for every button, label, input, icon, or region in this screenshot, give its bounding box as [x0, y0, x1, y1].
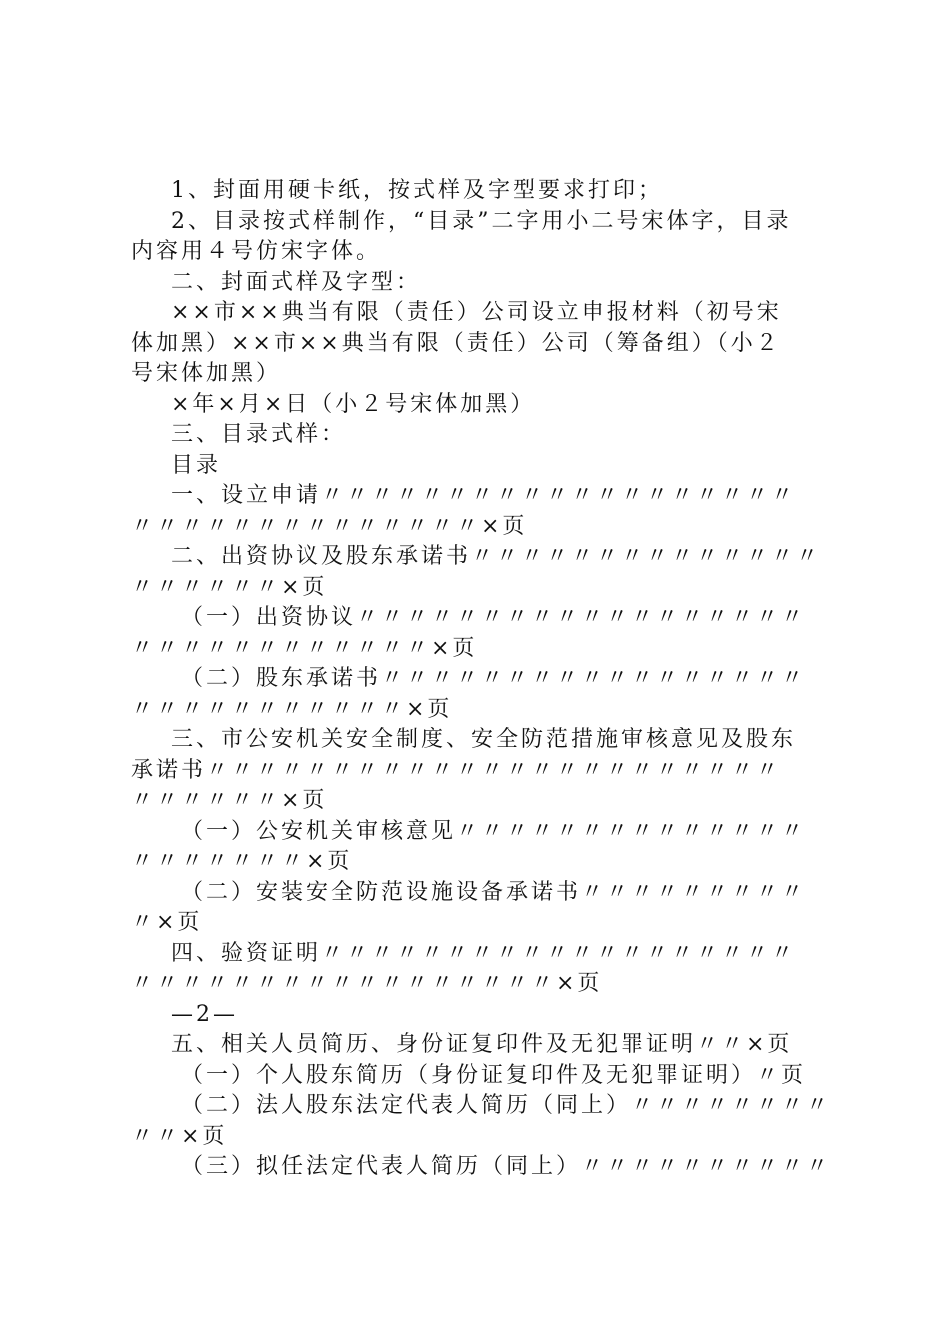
- toc-entry: （三）拟任法定代表人简历（同上）〃〃〃〃〃〃〃〃〃〃: [131, 1154, 831, 1179]
- text-line: ×年×月×日（小２号宋体加黑）: [131, 391, 536, 417]
- toc-entry: 〃〃〃〃〃〃〃〃〃〃〃〃×页: [131, 635, 478, 661]
- toc-entry: 〃〃〃〃〃〃〃〃〃〃〃〃〃〃×页: [131, 513, 528, 539]
- toc-entry: 三、市公安机关安全制度、安全防范措施审核意见及股东: [131, 727, 796, 752]
- text-line: 2、目录按式样制作，“目录”二字用小二号宋体字，目录: [131, 208, 792, 234]
- toc-entry: 〃〃〃〃〃〃〃×页: [131, 849, 353, 874]
- toc-entry: （二）法人股东法定代表人简历（同上）〃〃〃〃〃〃〃〃: [131, 1093, 831, 1118]
- page-number: —2—: [131, 1001, 238, 1027]
- toc-entry: 二、出资协议及股东承诺书〃〃〃〃〃〃〃〃〃〃〃〃〃〃: [131, 544, 821, 569]
- toc-entry: 一、设立申请〃〃〃〃〃〃〃〃〃〃〃〃〃〃〃〃〃〃〃: [131, 483, 796, 508]
- toc-entry: 〃〃×页: [131, 1123, 228, 1149]
- toc-entry: （二）安装安全防范设施设备承诺书〃〃〃〃〃〃〃〃〃: [131, 879, 806, 905]
- toc-entry: （一）公安机关审核意见〃〃〃〃〃〃〃〃〃〃〃〃〃〃: [131, 818, 806, 844]
- text-line: 体加黑）××市××典当有限（责任）公司（筹备组）（小２: [131, 330, 781, 356]
- toc-entry: 五、相关人员简历、身份证复印件及无犯罪证明〃〃×页: [131, 1032, 793, 1057]
- toc-entry: 〃〃〃〃〃〃〃〃〃〃〃〃〃〃〃〃〃×页: [131, 971, 603, 996]
- toc-entry: 〃×页: [131, 910, 203, 935]
- toc-entry: 四、验资证明〃〃〃〃〃〃〃〃〃〃〃〃〃〃〃〃〃〃〃: [131, 940, 796, 966]
- toc-entry: 〃〃〃〃〃〃〃〃〃〃〃×页: [131, 696, 453, 722]
- toc-entry: 〃〃〃〃〃〃×页: [131, 788, 328, 813]
- text-line: 号宋体加黑）: [131, 361, 282, 386]
- toc-entry: 承诺书〃〃〃〃〃〃〃〃〃〃〃〃〃〃〃〃〃〃〃〃〃〃〃: [131, 757, 782, 783]
- document-body: [131, 176, 831, 1183]
- text-line: 1、封面用硬卡纸，按式样及字型要求打印；: [131, 178, 663, 203]
- text-line: 内容用４号仿宋字体。: [131, 239, 382, 264]
- toc-title: 目录: [131, 452, 221, 478]
- toc-entry: （一）个人股东简历（身份证复印件及无犯罪证明）〃页: [131, 1062, 806, 1088]
- toc-entry: 〃〃〃〃〃〃×页: [131, 574, 328, 600]
- text-line: ××市××典当有限（责任）公司设立申报材料（初号宋: [131, 300, 782, 325]
- section-heading: 三、目录式样：: [131, 422, 346, 447]
- toc-entry: （一）出资协议〃〃〃〃〃〃〃〃〃〃〃〃〃〃〃〃〃〃: [131, 605, 806, 630]
- section-heading: 二、封面式样及字型：: [131, 269, 421, 295]
- toc-entry: （二）股东承诺书〃〃〃〃〃〃〃〃〃〃〃〃〃〃〃〃〃: [131, 666, 806, 691]
